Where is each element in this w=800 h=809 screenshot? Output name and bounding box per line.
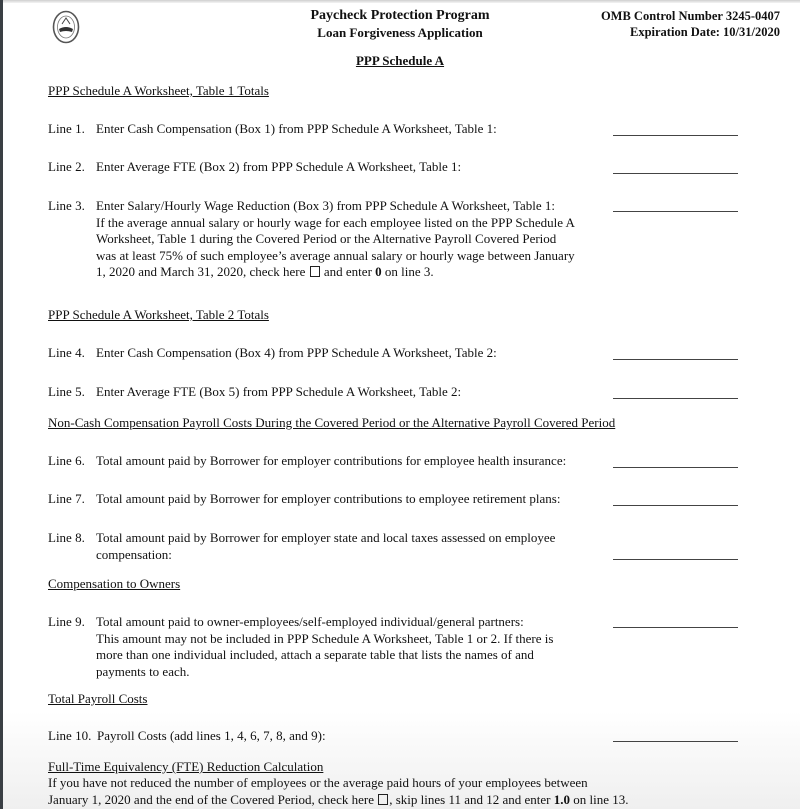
fte-instruction-line1: If you have not reduced the number of employees or the average paid hours of your employees between — [48, 775, 588, 790]
line-4-input[interactable] — [613, 359, 738, 360]
line-3-input[interactable] — [613, 211, 738, 212]
form-title: Paycheck Protection Program — [310, 8, 490, 23]
line-4-label: Line 4. — [48, 345, 85, 360]
line-9-main: Total amount paid to owner-employees/self-employed individual/general partners: — [96, 614, 524, 629]
line-9-text — [96, 614, 571, 680]
line-3-text — [96, 198, 576, 281]
window-top-edge — [0, 0, 800, 3]
line-1-label: Line 1. — [48, 121, 85, 136]
line-10-label: Line 10. — [48, 728, 92, 743]
line-9-label: Line 9. — [48, 614, 85, 629]
expiration-date: Expiration Date: 10/31/2020 — [630, 25, 780, 39]
section-table2-totals: PPP Schedule A Worksheet, Table 2 Totals — [48, 307, 269, 322]
line-8-label: Line 8. — [48, 530, 85, 545]
line-8-text: Total amount paid by Borrower for employer state and local taxes assessed on employee compensation: — [96, 530, 556, 562]
form-subtitle: Loan Forgiveness Application — [317, 25, 483, 40]
section-table1-totals: PPP Schedule A Worksheet, Table 1 Totals — [48, 83, 269, 98]
line-8-input[interactable] — [613, 559, 738, 560]
line-3-instr: and enter — [323, 264, 372, 279]
line-9-input[interactable] — [613, 627, 738, 628]
fte-instr-a: January 1, 2020 and the end of the Covered Period, check here — [48, 792, 374, 807]
fte-instr-b: , skip lines 11 and 12 and enter — [389, 792, 551, 807]
section-total-payroll: Total Payroll Costs — [48, 691, 148, 706]
line-7-label: Line 7. — [48, 491, 85, 506]
section-owners: Compensation to Owners — [48, 576, 181, 591]
line-2-label: Line 2. — [48, 159, 85, 174]
line-10-input[interactable] — [613, 741, 738, 742]
fte-checkbox[interactable] — [378, 794, 388, 805]
line-10-text: Payroll Costs (add lines 1, 4, 6, 7, 8, and 9): — [97, 728, 326, 743]
window-left-edge — [0, 0, 3, 809]
line-3-instr-end: on line 3. — [384, 264, 434, 279]
fte-instr-c: on line 13. — [573, 792, 629, 807]
line-5-text: Enter Average FTE (Box 5) from PPP Schedule A Worksheet, Table 2: — [96, 384, 462, 399]
fte-one-value: 1.0 — [553, 792, 570, 807]
line-7-text: Total amount paid by Borrower for employer contributions to employee retirement plans: — [96, 491, 561, 506]
line-2-input[interactable] — [613, 173, 738, 174]
fte-instruction-line2 — [48, 792, 629, 808]
line-5-label: Line 5. — [48, 384, 85, 399]
line-6-input[interactable] — [613, 467, 738, 468]
line-7-input[interactable] — [613, 505, 738, 506]
schedule-title: PPP Schedule A — [355, 53, 445, 68]
line-3-label: Line 3. — [48, 198, 85, 213]
line-4-text: Enter Cash Compensation (Box 4) from PPP Schedule A Worksheet, Table 2: — [96, 345, 497, 360]
line-6-text: Total amount paid by Borrower for employer contributions for employee health insurance: — [96, 453, 567, 468]
omb-control-number: OMB Control Number 3245-0407 — [600, 9, 780, 23]
line-3-main: Enter Salary/Hourly Wage Reduction (Box 3) from PPP Schedule A Worksheet, Table 1: — [96, 198, 556, 213]
line-6-label: Line 6. — [48, 453, 85, 468]
line-5-input[interactable] — [613, 398, 738, 399]
section-fte-reduction: Full-Time Equivalency (FTE) Reduction Calculation — [48, 759, 324, 774]
line-3-condition: If the average annual salary or hourly wage for each employee listed on the PPP Schedule A Worksheet, Table 1 during the Covered Period or the Alternative Payroll Covered Period was at least 75% of such employee’s average annual salary or hourly wage between January 1, 2020 and March 31, 2020, check here — [96, 214, 575, 279]
section-noncash: Non-Cash Compensation Payroll Costs During the Covered Period or the Alternative Payroll Covered Period — [48, 415, 616, 430]
line-3-checkbox[interactable] — [310, 266, 320, 277]
line-9-note: This amount may not be included in PPP Schedule A Worksheet, Table 1 or 2. If there is more than one individual included, attach a separate table that lists the names of and payments to each. — [96, 630, 554, 679]
line-2-text: Enter Average FTE (Box 2) from PPP Schedule A Worksheet, Table 1: — [96, 159, 462, 174]
line-1-input[interactable] — [613, 135, 738, 136]
line-1-text: Enter Cash Compensation (Box 1) from PPP Schedule A Worksheet, Table 1: — [96, 121, 497, 136]
line-3-zero: 0 — [375, 264, 382, 279]
